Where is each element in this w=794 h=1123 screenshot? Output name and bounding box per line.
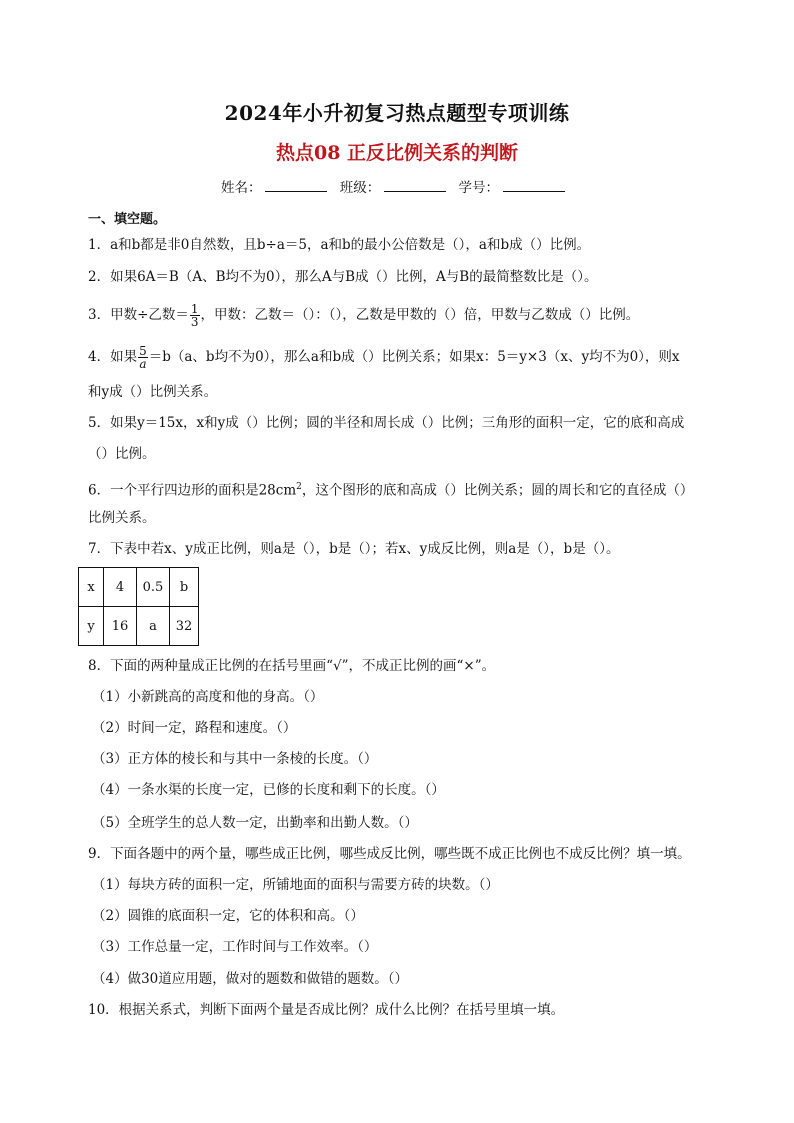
question-2: 2．如果6A＝B（A、B均不为0），那么A与B成（）比例，A与B的最简整数比是（）。 (88, 269, 598, 285)
fraction-denominator: 3 (190, 315, 199, 329)
list-item: （2）圆锥的底面积一定，它的体积和高。（） (92, 908, 364, 924)
question-8: 8．下面的两种量成正比例的在括号里画“√”，不成正比例的画“×”。 (88, 658, 496, 674)
question-5-line2: （）比例。 (88, 446, 156, 462)
list-item: （4）一条水渠的长度一定，已修的长度和剩下的长度。（） (92, 782, 445, 798)
question-9: 9．下面各题中的两个量，哪些成正比例，哪些成反比例，哪些既不成正比例也不成反比例？填一填。 (88, 846, 691, 862)
list-item: （1）每块方砖的面积一定，所铺地面的面积与需要方砖的块数。（） (92, 877, 499, 893)
student-info-line (0, 176, 794, 196)
class-blank[interactable] (384, 179, 446, 192)
table-cell: b (170, 568, 199, 607)
question-1: 1．a和b都是非0自然数，且b÷a＝5，a和b的最小公倍数是（），a和b成（）比例。 (88, 237, 591, 253)
list-item: （2）时间一定，路程和速度。（） (92, 720, 297, 736)
question-4 (88, 345, 680, 370)
page-subtitle: 热点08 正反比例关系的判断 (275, 142, 519, 164)
table-cell: 32 (170, 607, 199, 646)
q6-post: ，这个图形的底和高成（）比例关系；圆的周长和它的直径成（） (301, 482, 694, 499)
q4-pre: 4．如果 (88, 349, 138, 365)
question-10: 10．根据关系式，判断下面两个量是否成比例？成什么比例？在括号里填一填。 (88, 1002, 565, 1018)
q4-post: ＝b（a、b均不为0），那么a和b成（）比例关系；如果x：5＝y×3（x、y均不为0），则x (148, 349, 680, 365)
table-cell: x (79, 568, 104, 607)
list-item: （3）工作总量一定，工作时间与工作效率。（） (92, 939, 378, 955)
fraction (138, 345, 148, 370)
q6-pre: 6．一个平行四边形的面积是28cm (88, 482, 297, 499)
table-cell: 4 (104, 568, 137, 607)
question-6-line2: 比例关系。 (88, 510, 156, 526)
question-6 (88, 478, 693, 500)
fraction-denominator: a (139, 357, 147, 371)
list-item: （4）做30道应用题，做对的题数和做错的题数。（） (92, 971, 409, 987)
fraction-numerator: 5 (139, 344, 147, 358)
list-item: （3）正方体的棱长和与其中一条棱的长度。（） (92, 751, 378, 767)
table-row (79, 568, 199, 607)
question-3 (88, 303, 639, 328)
id-label: 学号： (458, 180, 500, 196)
question-7: 7．下表中若x、y成正比例，则a是（），b是（）；若x、y成反比例，则a是（），b是（）。 (88, 541, 620, 557)
list-item: （5）全班学生的总人数一定，出勤率和出勤人数。（） (92, 815, 418, 831)
name-blank[interactable] (265, 179, 327, 192)
q3-post: ，甲数：乙数＝（）：（），乙数是甲数的（）倍，甲数与乙数成（）比例。 (200, 307, 640, 323)
table-cell: 16 (104, 607, 137, 646)
fraction-numerator: 1 (190, 302, 199, 316)
list-item: （1）小新跳高的高度和他的身高。（） (92, 689, 324, 705)
q3-pre: 3．甲数÷乙数＝ (88, 307, 189, 323)
question-4-line2: 和y成（）比例关系。 (88, 384, 218, 400)
question-7-table (78, 567, 199, 646)
question-5: 5．如果y＝15x，x和y成（）比例；圆的半径和周长成（）比例；三角形的面积一定，它的底和高成 (88, 415, 685, 431)
class-label: 班级： (339, 180, 381, 196)
name-label: 姓名： (220, 180, 262, 196)
table-cell: a (137, 607, 170, 646)
table-row (79, 607, 199, 646)
id-blank[interactable] (503, 179, 565, 192)
table-cell: 0.5 (137, 568, 170, 607)
table-cell: y (79, 607, 104, 646)
section-heading: 一、填空题。 (88, 212, 167, 227)
fraction (190, 303, 200, 328)
page-title: 2024年小升初复习热点题型专项训练 (224, 101, 570, 125)
q6-superscript: 2 (296, 482, 302, 492)
